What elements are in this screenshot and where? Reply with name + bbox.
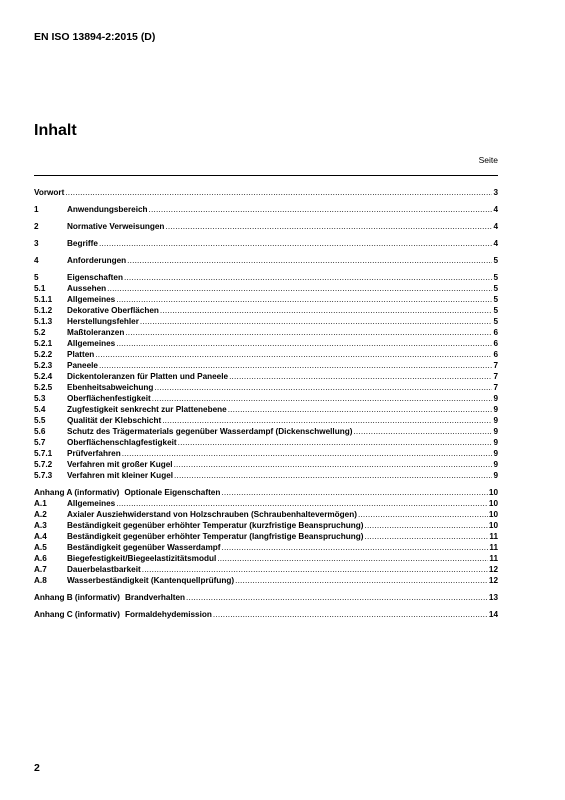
toc-entry-title: Ebenheitsabweichung	[67, 383, 154, 392]
toc-leader-dots	[364, 520, 487, 531]
toc-entry-page: 5	[493, 256, 498, 265]
toc-entry-page: 5	[493, 284, 498, 293]
toc-leader-dots	[116, 498, 488, 509]
toc-leader-dots	[160, 305, 493, 316]
toc-entry-title: Dickentoleranzen für Platten und Paneele	[67, 372, 229, 381]
toc-entry-page: 7	[493, 372, 498, 381]
toc-entry[interactable]	[34, 520, 498, 531]
toc-entry-number: 5.4	[34, 405, 46, 414]
toc-entry[interactable]	[34, 360, 498, 371]
toc-entry-page: 5	[493, 295, 498, 304]
toc-entry-number: A.8	[34, 576, 47, 585]
toc-entry[interactable]	[34, 470, 498, 481]
toc-entry-number: A.7	[34, 565, 47, 574]
toc-entry-number: A.4	[34, 532, 47, 541]
toc-entry-page: 13	[488, 593, 498, 602]
toc-entry-page: 5	[493, 306, 498, 315]
toc-entry-title: Zugfestigkeit senkrecht zur Plattenebene	[67, 405, 227, 414]
toc-entry[interactable]	[34, 255, 498, 266]
toc-entry-title: Verfahren mit großer Kugel	[67, 460, 173, 469]
toc-entry-title: Anforderungen	[67, 256, 127, 265]
toc-leader-dots	[99, 238, 493, 249]
toc-entry[interactable]	[34, 404, 498, 415]
toc-entry-page: 9	[493, 471, 498, 480]
toc-leader-dots	[228, 404, 493, 415]
toc-entry-page: 4	[493, 222, 498, 231]
toc-leader-dots	[174, 470, 492, 481]
toc-entry-page: 5	[493, 273, 498, 282]
toc-entry-title: Allgemeines	[67, 499, 116, 508]
toc-entry[interactable]	[34, 459, 498, 470]
page-title: Inhalt	[34, 122, 77, 139]
toc-entry-title: Allgemeines	[67, 339, 116, 348]
toc-entry-page: 9	[493, 460, 498, 469]
toc-entry-page: 9	[493, 438, 498, 447]
toc-entry-page: 6	[493, 350, 498, 359]
toc-entry-page: 4	[493, 239, 498, 248]
toc-entry-page: 9	[493, 427, 498, 436]
toc-entry[interactable]	[34, 187, 498, 198]
toc-entry-title: Optionale Eigenschaften	[124, 488, 221, 497]
toc-entry-page: 11	[489, 543, 498, 552]
toc-leader-dots	[229, 371, 492, 382]
toc-entry-title: Dauerbelastbarkeit	[67, 565, 141, 574]
toc-entry-page: 9	[493, 394, 498, 403]
toc-entry-number: 5.1.1	[34, 295, 53, 304]
toc-entry-page: 10	[488, 499, 498, 508]
toc-entry[interactable]	[34, 393, 498, 404]
toc-leader-dots	[122, 448, 493, 459]
toc-entry[interactable]	[34, 487, 498, 498]
toc-entry-title: Wasserbeständigkeit (Kantenquellprüfung)	[67, 576, 235, 585]
toc-entry[interactable]	[34, 553, 498, 564]
toc-entry-title: Oberflächenschlagfestigkeit	[67, 438, 177, 447]
toc-entry[interactable]	[34, 238, 498, 249]
toc-entry-number: 5	[34, 273, 39, 282]
toc-entry-page: 6	[493, 339, 498, 348]
toc-entry-number: 5.2.5	[34, 383, 53, 392]
toc-leader-dots	[127, 255, 492, 266]
toc-entry-page: 9	[493, 405, 498, 414]
toc-entry-page: 9	[493, 449, 498, 458]
toc-entry-title: Begriffe	[67, 239, 98, 248]
toc-entry-number: Vorwort	[34, 188, 65, 197]
toc-entry-title: Formaldehydemission	[124, 610, 212, 619]
toc-entry[interactable]	[34, 283, 498, 294]
toc-entry-number: 3	[34, 239, 39, 248]
toc-leader-dots	[149, 204, 493, 215]
toc-entry[interactable]	[34, 575, 498, 586]
toc-entry-page: 5	[493, 317, 498, 326]
toc-entry-number: A.2	[34, 510, 47, 519]
toc-entry-page: 9	[493, 416, 498, 425]
toc-leader-dots	[235, 575, 488, 586]
toc-entry-title: Beständigkeit gegenüber erhöhter Temperatur (langfristige Beanspruchung)	[67, 532, 364, 541]
toc-entry-number: 4	[34, 256, 39, 265]
toc-leader-dots	[162, 415, 492, 426]
toc-leader-dots	[116, 338, 492, 349]
toc-entry[interactable]	[34, 415, 498, 426]
toc-entry-title: Anwendungsbereich	[67, 205, 148, 214]
toc-leader-dots	[125, 327, 492, 338]
toc-entry-number: 5.7.2	[34, 460, 53, 469]
page-number: 2	[34, 762, 40, 774]
toc-entry-page: 14	[488, 610, 498, 619]
toc-entry-page: 12	[488, 576, 498, 585]
toc-entry-number: 5.6	[34, 427, 46, 436]
toc-leader-dots	[154, 382, 492, 393]
toc-leader-dots	[364, 531, 488, 542]
toc-entry-number: 5.2.3	[34, 361, 53, 370]
toc-entry-number: 5.7.1	[34, 449, 53, 458]
toc-entry-title: Eigenschaften	[67, 273, 123, 282]
toc-entry-number: 5.1.3	[34, 317, 53, 326]
toc-entry-number: Anhang A (informativ)	[34, 488, 120, 497]
toc-entry-title: Paneele	[67, 361, 98, 370]
toc-entry-title: Normative Verweisungen	[67, 222, 165, 231]
toc-entry-number: 5.1	[34, 284, 46, 293]
toc-entry-number: 5.2.1	[34, 339, 53, 348]
table-of-contents	[34, 175, 498, 619]
toc-leader-dots	[221, 542, 488, 553]
toc-entry-title: Verfahren mit kleiner Kugel	[67, 471, 174, 480]
toc-entry[interactable]	[34, 542, 498, 553]
toc-entry-number: 5.2	[34, 328, 46, 337]
toc-leader-dots	[358, 509, 488, 520]
toc-entry-page: 10	[488, 488, 498, 497]
toc-entry[interactable]	[34, 509, 498, 520]
toc-entry-title: Beständigkeit gegenüber erhöhter Temperatur (kurzfristige Beanspruchung)	[67, 521, 364, 530]
toc-entry[interactable]	[34, 272, 498, 283]
toc-entry[interactable]	[34, 371, 498, 382]
toc-entry[interactable]	[34, 349, 498, 360]
toc-entry[interactable]	[34, 498, 498, 509]
toc-entry-number: 5.7.3	[34, 471, 53, 480]
toc-leader-dots	[165, 221, 492, 232]
toc-entry-page: 7	[493, 361, 498, 370]
toc-entry[interactable]	[34, 448, 498, 459]
toc-leader-dots	[221, 487, 488, 498]
toc-leader-dots	[142, 564, 488, 575]
toc-entry[interactable]	[34, 426, 498, 437]
toc-entry[interactable]	[34, 316, 498, 327]
toc-entry-page: 11	[489, 532, 498, 541]
toc-entry-page: 10	[488, 521, 498, 530]
toc-leader-dots	[65, 187, 492, 198]
toc-entry-page: 4	[493, 205, 498, 214]
toc-leader-dots	[95, 349, 492, 360]
toc-entry-title: Brandverhalten	[124, 593, 186, 602]
toc-entry[interactable]	[34, 294, 498, 305]
page-column-label: Seite	[478, 155, 498, 165]
toc-entry-number: 5.2.4	[34, 372, 53, 381]
toc-leader-dots	[186, 592, 488, 603]
toc-entry[interactable]	[34, 564, 498, 575]
toc-leader-dots	[140, 316, 493, 327]
toc-entry-page: 12	[488, 565, 498, 574]
toc-entry-number: Anhang B (informativ)	[34, 593, 120, 602]
toc-entry-page: 10	[488, 510, 498, 519]
toc-entry-title: Platten	[67, 350, 95, 359]
toc-entry-title: Axialer Ausziehwiderstand von Holzschrauben (Schraubenhaltevermögen)	[67, 510, 357, 519]
toc-entry-number: 1	[34, 205, 39, 214]
toc-entry-title: Qualität der Klebschicht	[67, 416, 162, 425]
toc-entry-number: A.5	[34, 543, 47, 552]
toc-entry[interactable]	[34, 592, 498, 603]
toc-entry-number: A.1	[34, 499, 47, 508]
toc-leader-dots	[107, 283, 492, 294]
toc-entry-number: Anhang C (informativ)	[34, 610, 120, 619]
toc-entry[interactable]	[34, 382, 498, 393]
toc-leader-dots	[116, 294, 492, 305]
toc-entry-number: 5.3	[34, 394, 46, 403]
toc-leader-dots	[124, 272, 492, 283]
toc-leader-dots	[213, 609, 488, 620]
toc-entry-page: 11	[489, 554, 498, 563]
toc-entry[interactable]	[34, 305, 498, 316]
toc-entry-number: 5.7	[34, 438, 46, 447]
toc-entry[interactable]	[34, 437, 498, 448]
toc-entry[interactable]	[34, 531, 498, 542]
toc-entry-title: Maßtoleranzen	[67, 328, 125, 337]
toc-entry-title: Beständigkeit gegenüber Wasserdampf	[67, 543, 221, 552]
toc-leader-dots	[174, 459, 493, 470]
toc-entry-title: Prüfverfahren	[67, 449, 121, 458]
toc-entry[interactable]	[34, 338, 498, 349]
toc-entry-title: Oberflächenfestigkeit	[67, 394, 151, 403]
toc-entry[interactable]	[34, 609, 498, 620]
toc-entry[interactable]	[34, 327, 498, 338]
toc-leader-dots	[353, 426, 492, 437]
toc-leader-dots	[99, 360, 492, 371]
toc-entry-number: A.3	[34, 521, 47, 530]
toc-entry-page: 3	[493, 188, 498, 197]
toc-entry-number: 2	[34, 222, 39, 231]
toc-leader-dots	[217, 553, 488, 564]
toc-entry-page: 6	[493, 328, 498, 337]
toc-entry-number: 5.2.2	[34, 350, 53, 359]
toc-entry-title: Dekorative Oberflächen	[67, 306, 159, 315]
toc-entry[interactable]	[34, 204, 498, 215]
toc-entry-title: Biegefestigkeit/Biegeelastizitätsmodul	[67, 554, 217, 563]
toc-entry-title: Herstellungsfehler	[67, 317, 139, 326]
toc-entry-number: A.6	[34, 554, 47, 563]
toc-entry-title: Schutz des Trägermaterials gegenüber Wasserdampf (Dickenschwellung)	[67, 427, 353, 436]
toc-leader-dots	[178, 437, 493, 448]
toc-entry-number: 5.1.2	[34, 306, 53, 315]
toc-leader-dots	[152, 393, 493, 404]
toc-entry-number: 5.5	[34, 416, 46, 425]
toc-entry-title: Aussehen	[67, 284, 107, 293]
toc-entry-page: 7	[493, 383, 498, 392]
toc-entry[interactable]	[34, 221, 498, 232]
document-id-header: EN ISO 13894-2:2015 (D)	[34, 31, 156, 43]
toc-entry-title: Allgemeines	[67, 295, 116, 304]
